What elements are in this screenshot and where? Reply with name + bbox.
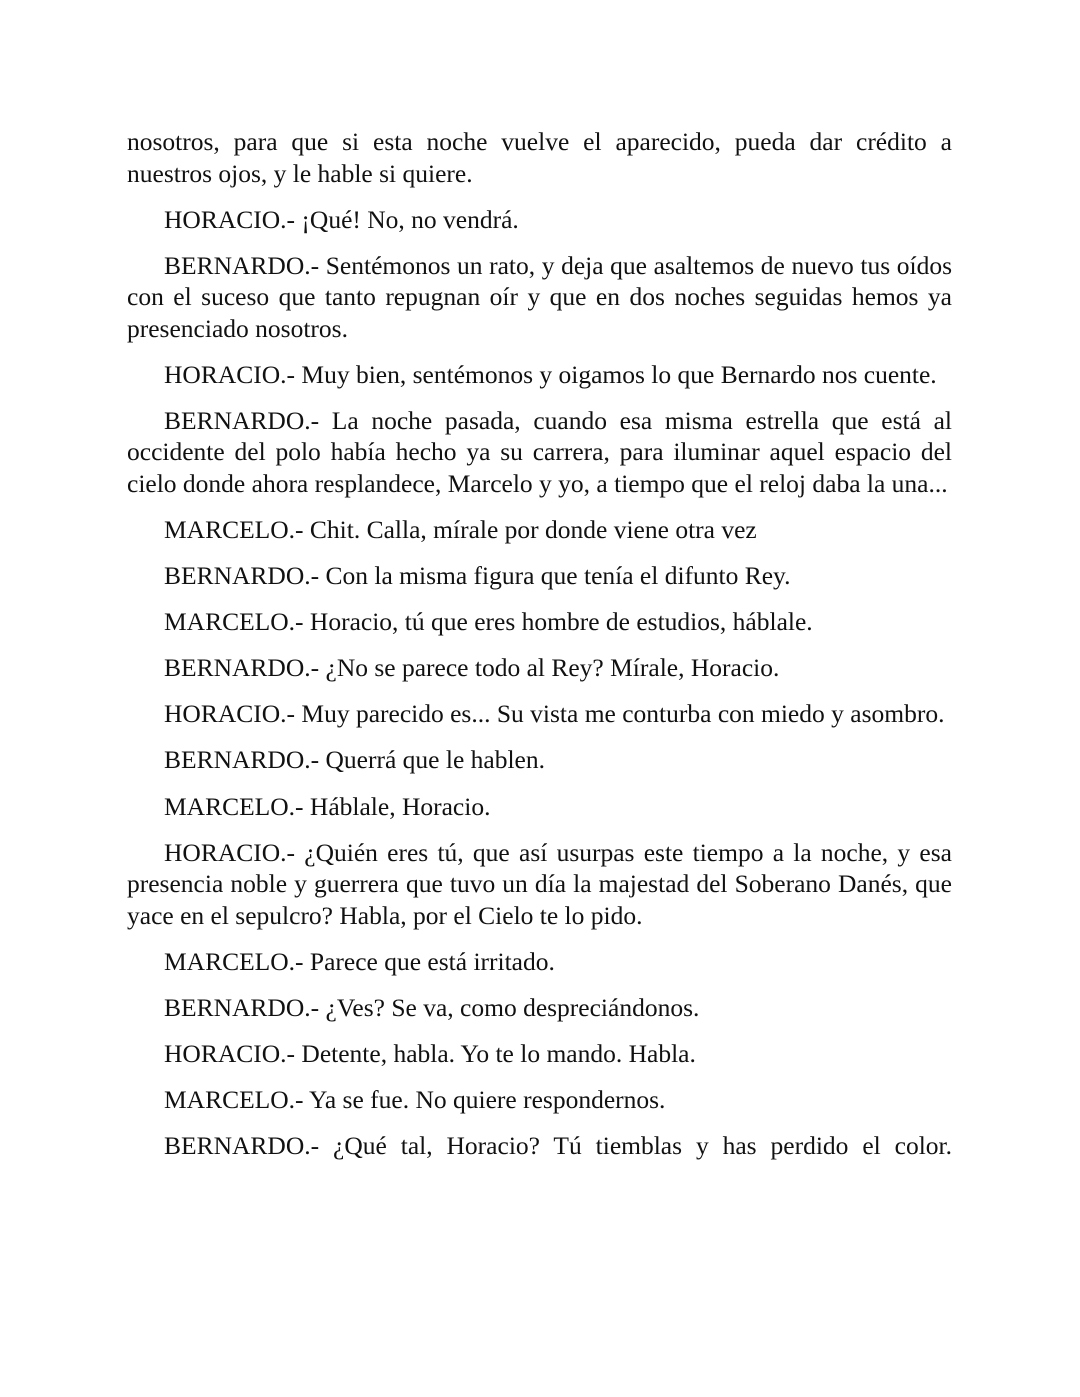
dialogue-marcelo: MARCELO.- Horacio, tú que eres hombre de estudios, háblale. [164, 607, 813, 637]
dialogue-bernardo: BERNARDO.- ¿Ves? Se va, como despreciándonos. [164, 992, 700, 1022]
paragraph-continuation: nosotros, para que si esta noche vuelve el aparecido, pueda dar crédito a nuestros ojos, y le hable si quiere. [127, 127, 952, 188]
dialogue-marcelo: MARCELO.- Ya se fue. No quiere respondernos. [164, 1085, 666, 1114]
dialogue-horacio: HORACIO.- Muy parecido es... Su vista me conturba con miedo y asombro. [164, 699, 945, 729]
dialogue-horacio: HORACIO.- ¡Qué! No, no vendrá. [164, 204, 519, 234]
document-page [127, 126, 952, 1176]
dialogue-horacio: HORACIO.- Detente, habla. Yo te lo mando. Habla. [164, 1038, 696, 1068]
dialogue-bernardo: BERNARDO.- ¿No se parece todo al Rey? Mírale, Horacio. [164, 653, 780, 683]
dialogue-horacio: HORACIO.- ¿Quién eres tú, que así usurpas este tiempo a la noche, y esa presencia noble y guerrera que tuvo un día la majestad del Soberano Danés, que yace en el sepulcro? Habla, por el Cielo te lo pido. [127, 837, 952, 930]
dialogue-bernardo: BERNARDO.- Sentémonos un rato, y deja que asaltemos de nuevo tus oídos con el suceso que tanto repugnan oír y que en dos noches seguidas hemos ya presenciado nosotros. [127, 250, 952, 343]
dialogue-bernardo: BERNARDO.- ¿Qué tal, Horacio? Tú tiemblas y has perdido el color. [164, 1131, 952, 1161]
dialogue-marcelo: MARCELO.- Parece que está irritado. [164, 946, 555, 976]
dialogue-marcelo: MARCELO.- Chit. Calla, mírale por donde viene otra vez [164, 514, 757, 544]
dialogue-bernardo: BERNARDO.- Querrá que le hablen. [164, 745, 545, 775]
dialogue-marcelo: MARCELO.- Háblale, Horacio. [164, 791, 491, 821]
dialogue-horacio: HORACIO.- Muy bien, sentémonos y oigamos lo que Bernardo nos cuente. [164, 359, 937, 389]
dialogue-bernardo: BERNARDO.- La noche pasada, cuando esa misma estrella que está al occidente del polo había hecho ya su carrera, para iluminar aquel espacio del cielo donde ahora resplandece, Marcelo y yo, a tiempo que el reloj daba la una... [127, 405, 952, 498]
dialogue-bernardo: BERNARDO.- Con la misma figura que tenía el difunto Rey. [164, 561, 791, 591]
